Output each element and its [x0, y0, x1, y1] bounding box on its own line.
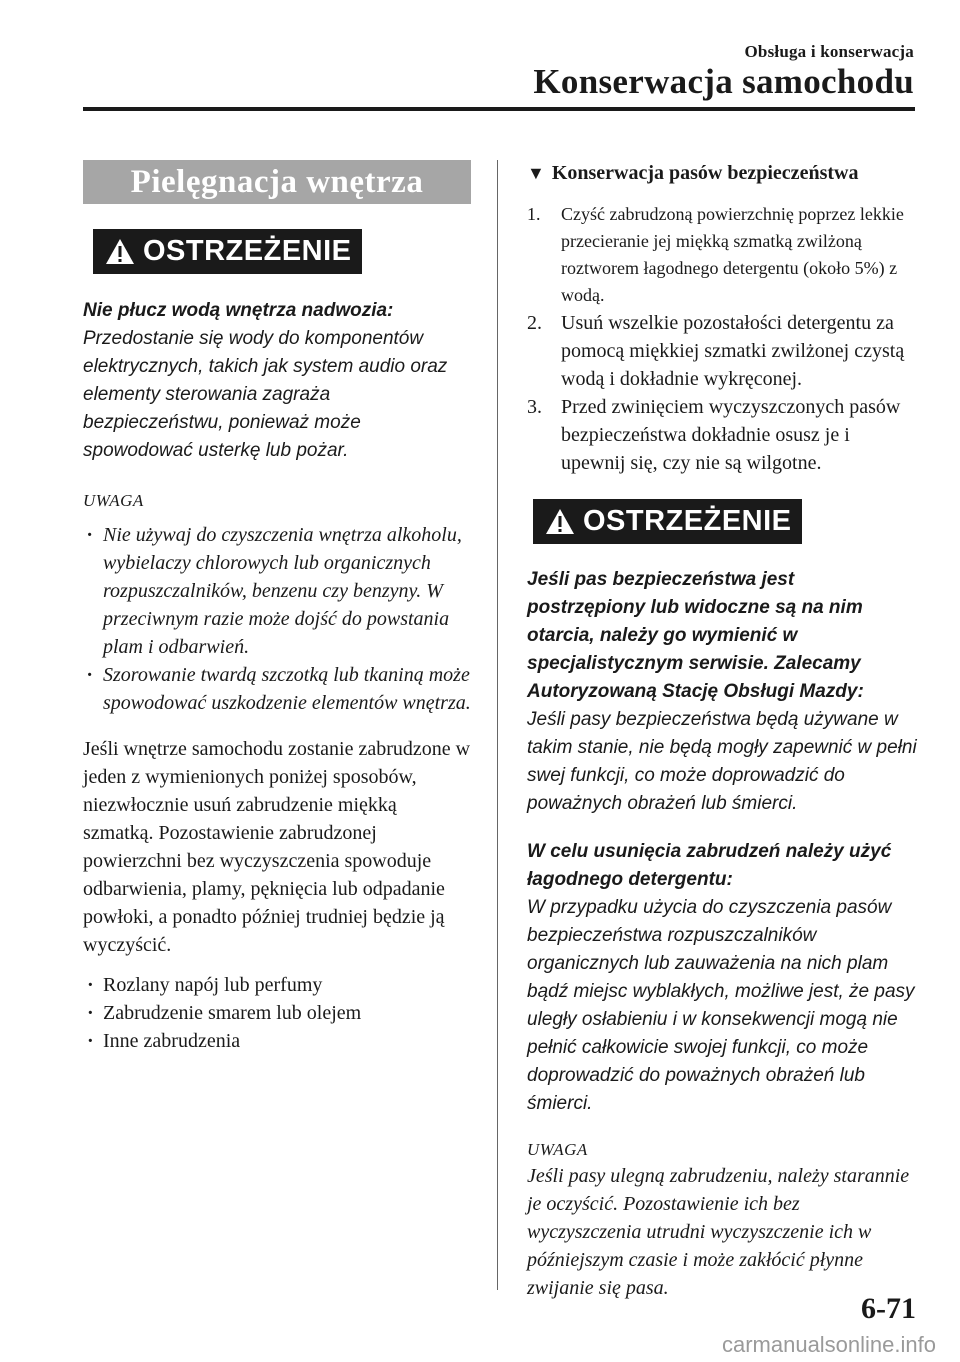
note-label: UWAGA: [527, 1140, 588, 1159]
warning-heading: W celu usunięcia zabrudzeń należy użyć łagodnego detergentu:: [527, 841, 892, 890]
warning-label: OSTRZEŻENIE: [143, 235, 352, 267]
list-item: · Zabrudzenie smarem lub olejem: [83, 999, 471, 1027]
warning-icon: [105, 238, 135, 265]
right-column: [527, 160, 917, 1302]
step-text: Czyść zabrudzoną powierzchnię poprzez lekkie przecieranie jej miękką szmatką zwilżoną roztworem łagodnego detergentu (około 5%) z wodą.: [561, 204, 904, 305]
step-item: [527, 309, 917, 393]
step-number: 2.: [527, 312, 542, 334]
triangle-down-icon: ▼: [527, 163, 545, 183]
step-item: [527, 201, 917, 309]
intro-paragraph: Jeśli wnętrze samochodu zostanie zabrudzone w jeden z wymienionych poniżej sposobów, niezwłocznie usuń zabrudzenie miękką szmatką. Pozostawienie zabrudzonej powierzchni bez wyczyszczenia spowoduje odbarwienia, plamy, pęknięcia lub odpadanie powłoki, a ponadto później trudniej będzie ją wyczyścić.: [83, 738, 471, 956]
list-item: · Inne zabrudzenia: [83, 1027, 471, 1055]
note-text: Jeśli pasy ulegną zabrudzeniu, należy starannie je oczyścić. Pozostawienie ich bez wyczyszczenia utrudni wyczyszczenie ich w późniejszym czasie i może zakłócić płynne zwijanie się pasa.: [527, 1165, 910, 1299]
page-number: 6-71: [861, 1292, 916, 1325]
warning-label: OSTRZEŻENIE: [583, 505, 792, 537]
left-column: [83, 160, 471, 1055]
dirt-types-list: [83, 971, 471, 1055]
note-item: · Nie używaj do czyszczenia wnętrza alkoholu, wybielaczy chlorowych lub organicznych rozpuszczalników, benzenu czy benzyny. W przeciwnym razie może dojść do powstania plam i odbarwień.: [83, 521, 471, 661]
column-divider: [497, 160, 498, 1290]
note-label: UWAGA: [83, 491, 144, 510]
subsection-heading: [527, 162, 917, 185]
list-item: · Rozlany napój lub perfumy: [83, 971, 471, 999]
step-number: 3.: [527, 396, 542, 418]
warning-text: Przedostanie się wody do komponentów elektrycznych, takich jak system audio oraz elementy sterowania zagraża bezpieczeństwu, ponieważ może spowodować usterkę lub pożar.: [83, 328, 448, 461]
warning-banner: [533, 499, 802, 544]
note-item: · Szorowanie twardą szczotką lub tkaniną może spowodować uszkodzenie elementów wnętrza.: [83, 661, 471, 717]
step-number: 1.: [527, 204, 541, 224]
steps-list: [527, 201, 917, 477]
warning-heading: Nie płucz wodą wnętrza nadwozia:: [83, 300, 394, 321]
subsection-title: Konserwacja pasów bezpieczeństwa: [551, 162, 859, 184]
warning-icon: [545, 508, 575, 535]
warning-banner: [93, 229, 362, 274]
section-title: Pielęgnacja wnętrza: [83, 160, 471, 204]
watermark: carmanualsonline.info: [721, 1332, 936, 1357]
warning-heading: Jeśli pas bezpieczeństwa jest postrzępiony lub widoczne są na nim otarcia, należy go wymienić w specjalistycznym serwisie. Zalecamy Autoryzowaną Stację Obsługi Mazdy:: [527, 569, 864, 702]
warning-text: Jeśli pasy bezpieczeństwa będą używane w takim stanie, nie będą mogły zapewnić w pełni swej funkcji, co może doprowadzić do poważnych obrażeń lub śmierci.: [527, 709, 917, 814]
step-text: Usuń wszelkie pozostałości detergentu za pomocą miękkiej szmatki zwilżonej czystą wodą i dokładnie wykręconej.: [561, 312, 905, 390]
chapter-title: Obsługa i konserwacja: [744, 42, 914, 61]
header-rule: [83, 107, 915, 111]
page-title: Konserwacja samochodu: [533, 62, 914, 101]
warning-text: W przypadku użycia do czyszczenia pasów bezpieczeństwa rozpuszczalników organicznych lub zauważenia na nich plam bądź miejsc wyblakłych, możliwe jest, że pasy uległy osłabieniu i w konsekwencji mogą nie pełnić całkowicie swojej funkcji, co może doprowadzić do poważnych obrażeń lub śmierci.: [527, 897, 915, 1114]
step-item: [527, 393, 917, 477]
note-list: [83, 521, 471, 717]
step-text: Przed zwinięciem wyczyszczonych pasów bezpieczeństwa dokładnie osusz je i upewnij się, czy nie są wilgotne.: [561, 396, 901, 474]
